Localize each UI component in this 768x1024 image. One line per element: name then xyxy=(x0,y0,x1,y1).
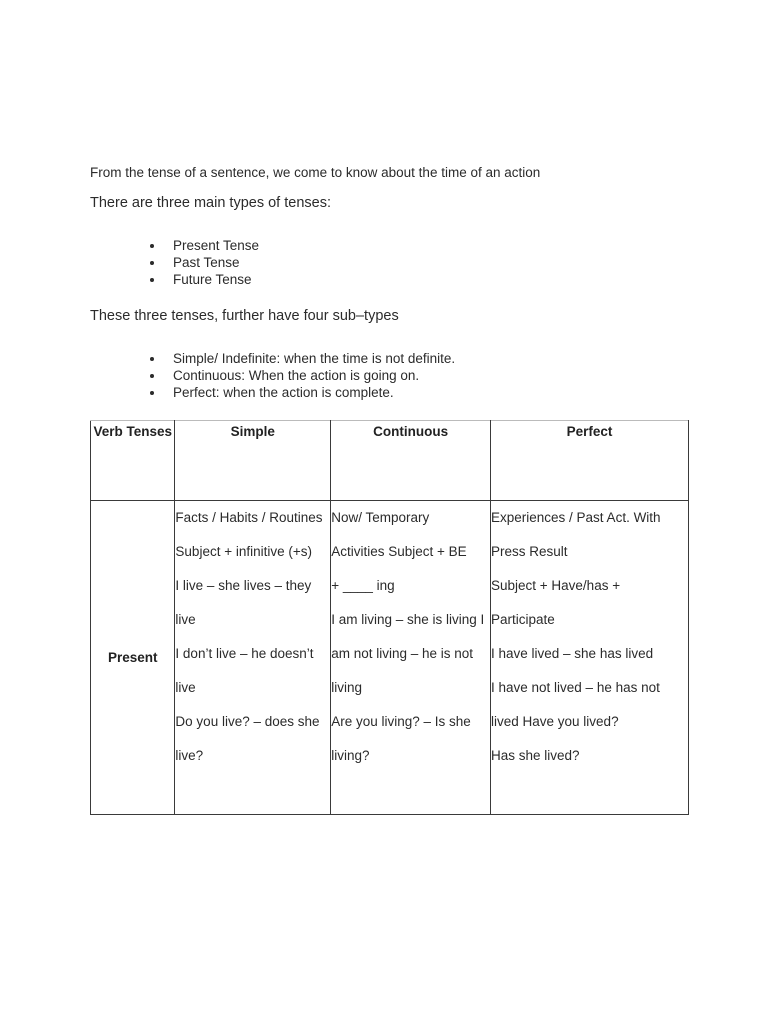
cell-line: Subject + infinitive (+s) xyxy=(175,544,312,559)
header-simple: Simple xyxy=(175,421,331,501)
cell-line: I have lived – she has lived xyxy=(491,646,654,661)
cell-line: I don’t live – he doesn’t xyxy=(175,646,314,661)
main-types-list xyxy=(150,237,259,288)
cell-line: Now/ Temporary xyxy=(331,510,430,525)
cell-line: Participate xyxy=(491,612,555,627)
cell-line: Are you living? – Is she xyxy=(331,714,471,729)
header-continuous: Continuous xyxy=(331,421,491,501)
table-header-row xyxy=(91,421,689,501)
row-label-present: Present xyxy=(91,501,175,815)
list-item: Perfect: when the action is complete. xyxy=(150,384,455,401)
cell-line: Activities Subject + BE xyxy=(331,544,467,559)
verb-tenses-table xyxy=(90,420,689,815)
cell-perfect xyxy=(491,501,689,815)
cell-line: Has she lived? xyxy=(491,748,580,763)
main-types-heading: There are three main types of tenses: xyxy=(90,195,331,211)
cell-line: Do you live? – does she xyxy=(175,714,320,729)
list-item: Continuous: When the action is going on. xyxy=(150,367,455,384)
cell-line: Facts / Habits / Routines xyxy=(175,510,323,525)
cell-simple xyxy=(175,501,331,815)
cell-line: live xyxy=(175,612,196,627)
sub-types-list xyxy=(150,350,455,401)
list-item: Future Tense xyxy=(150,271,259,288)
cell-line: Press Result xyxy=(491,544,568,559)
cell-continuous xyxy=(331,501,491,815)
header-perfect: Perfect xyxy=(491,421,689,501)
list-item: Present Tense xyxy=(150,237,259,254)
cell-line: I have not lived – he has not xyxy=(491,680,660,695)
table-row xyxy=(91,501,689,815)
cell-line: am not living – he is not xyxy=(331,646,474,661)
cell-line: live? xyxy=(175,748,204,763)
cell-line: Subject + Have/has + xyxy=(491,578,621,593)
cell-line: Experiences / Past Act. With xyxy=(491,510,661,525)
list-item: Simple/ Indefinite: when the time is not definite. xyxy=(150,350,455,367)
header-verb-tenses: Verb Tenses xyxy=(91,421,175,501)
intro-text: From the tense of a sentence, we come to know about the time of an action xyxy=(90,165,541,180)
cell-line: I live – she lives – they xyxy=(175,578,312,593)
cell-line: I am living – she is living I xyxy=(331,612,485,627)
cell-line: living xyxy=(331,680,362,695)
cell-line: lived Have you lived? xyxy=(491,714,619,729)
sub-types-heading: These three tenses, further have four sub–types xyxy=(90,308,399,324)
list-item: Past Tense xyxy=(150,254,259,271)
cell-line: live xyxy=(175,680,196,695)
cell-line: + ____ ing xyxy=(331,578,395,593)
cell-line: living? xyxy=(331,748,370,763)
